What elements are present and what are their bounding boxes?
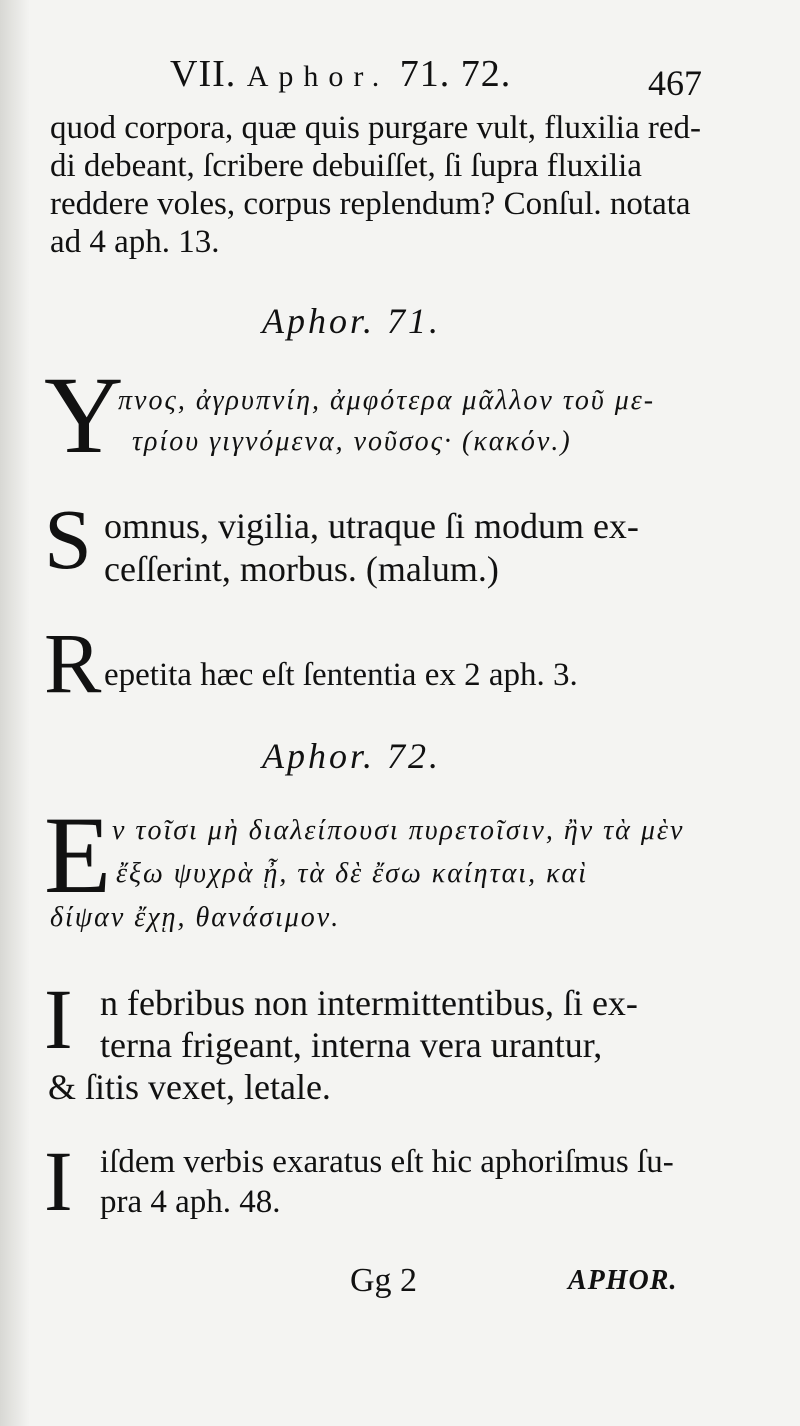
signature-mark: Gg 2	[350, 1262, 418, 1299]
aphorism-71-heading: Aphor. 71.	[262, 301, 442, 341]
comment-drop-cap-i: I	[44, 1133, 73, 1229]
greek-drop-cap-epsilon: E	[44, 794, 112, 916]
catchword: APHOR.	[568, 1265, 678, 1296]
header-aphorism-numbers: 71. 72.	[399, 53, 512, 95]
aphorism-72-latin-line-3: & ſitis vexet, letale.	[48, 1067, 331, 1107]
aphorism-72-heading: Aphor. 72.	[262, 736, 442, 776]
aphorism-71-latin-line-2: ceſſerint, morbus. (malum.)	[104, 549, 499, 589]
intro-line-4: ad 4 aph. 13.	[50, 224, 220, 260]
intro-line-3: reddere voles, corpus replendum? Conſul. notata	[50, 186, 691, 222]
aphorism-71-latin-line-1: omnus, vigilia, utraque ſi modum ex-	[104, 506, 639, 546]
aphorism-72-greek-line-1: ν τοῖσι μὴ διαλείπουσι πυρετοῖσιν, ἢν τὰ μὲν	[112, 815, 685, 846]
page-edge	[0, 0, 30, 1426]
latin-drop-cap-s: S	[44, 491, 92, 587]
intro-line-2: di debeant, ſcribere debuiſſet, ſi ſupra fluxilia	[50, 148, 642, 184]
header-aphor-label: Aphor.	[246, 60, 390, 93]
aphorism-71-comment: epetita hæc eſt ſententia ex 2 aph. 3.	[104, 657, 578, 693]
aphorism-72-greek-line-2: ἔξω ψυχρὰ ᾖ, τὰ δὲ ἔσω καίηται, καὶ	[116, 858, 588, 889]
latin-drop-cap-i: I	[44, 971, 73, 1067]
page-number: 467	[648, 63, 702, 103]
intro-line-1: quod corpora, quæ quis purgare vult, fluxilia red-	[50, 110, 701, 146]
aphorism-72-comment-line-1: iſdem verbis exaratus eſt hic aphoriſmus ſu-	[100, 1144, 674, 1180]
aphorism-72-comment-line-2: pra 4 aph. 48.	[100, 1184, 281, 1220]
aphorism-72-greek-line-3: δίψαν ἔχῃ, θανάσιμον.	[50, 902, 341, 933]
aphorism-72-latin-line-2: terna frigeant, interna vera urantur,	[100, 1025, 603, 1065]
aphorism-71-greek-line-1: πνος, ἀγρυπνίη, ἀμφότερα μᾶλλον τοῦ με-	[118, 385, 656, 416]
aphorism-71-greek-line-2: τρίου γιγνόμενα, νοῦσος· (κακόν.)	[132, 426, 572, 457]
running-header	[170, 52, 511, 96]
chapter-number: VII.	[170, 53, 237, 95]
greek-drop-cap-upsilon: Υ	[44, 354, 124, 476]
aphorism-72-latin-line-1: n febribus non intermittentibus, ſi ex-	[100, 983, 638, 1023]
comment-drop-cap-r: R	[44, 615, 102, 711]
